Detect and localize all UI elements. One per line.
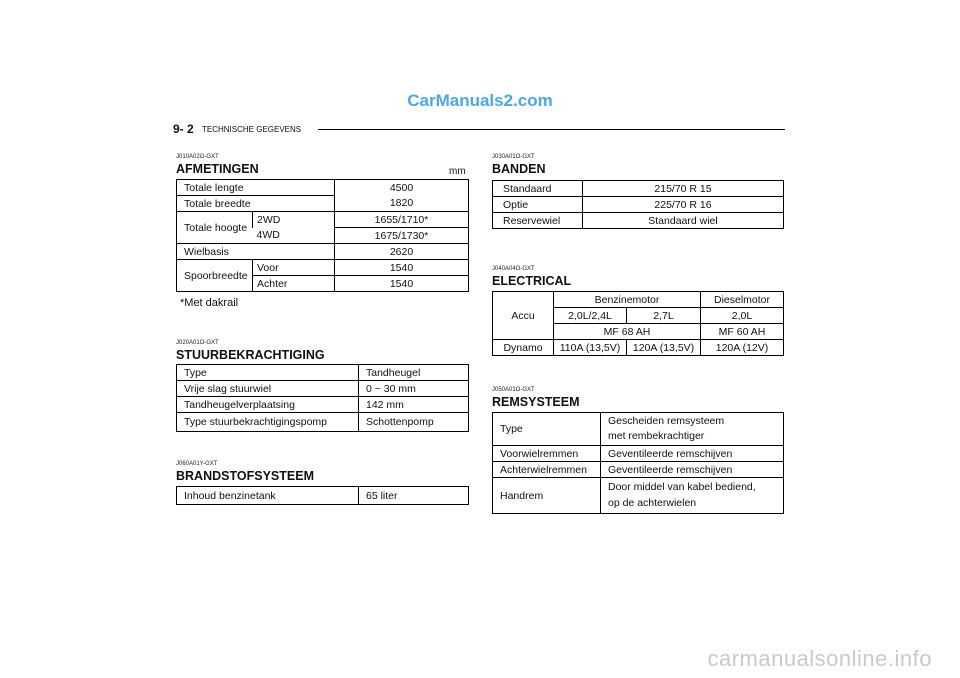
stuur-title: STUURBEKRACHTIGING [176, 348, 325, 362]
engine-a: 2,0L/2,4L [554, 308, 627, 324]
row-sublabel: Achter [253, 276, 335, 292]
dynamo-b: 120A (13,5V) [627, 340, 701, 356]
rem-title: REMSYSTEEM [492, 395, 580, 409]
row-value: 65 liter [366, 489, 398, 502]
table-row [177, 212, 469, 228]
hand-line-1: Door middel van kabel bediend, [608, 481, 756, 493]
stuur-code: J020A01O-GXT [176, 340, 219, 346]
page-number: 9- 2 [173, 122, 194, 136]
electrical-title: ELECTRICAL [492, 274, 572, 288]
row-value: Geventileerde remschijven [601, 446, 784, 462]
banden-table [492, 180, 784, 229]
engine-diesel: 2,0L [701, 308, 784, 324]
row-label: Totale lengte [177, 180, 335, 196]
row-value: 1820 [335, 196, 469, 212]
table-row [177, 365, 469, 381]
row-label: Standaard [493, 181, 583, 197]
row-label: Wielbasis [177, 244, 335, 260]
benzine-header: Benzinemotor [554, 292, 701, 308]
table-row [493, 413, 784, 446]
type-line-1: Gescheiden remsysteem [608, 415, 725, 427]
row-sublabel: Voor [253, 260, 335, 276]
table-row [493, 197, 784, 213]
table-row [493, 478, 784, 514]
dynamo-diesel: 120A (12V) [715, 341, 769, 354]
row-value: 2620 [335, 244, 469, 260]
row-label: Spoorbreedte [184, 269, 248, 282]
table-row [177, 180, 469, 196]
stuur-table [176, 364, 469, 432]
afmetingen-unit: mm [449, 166, 466, 177]
table-row [493, 292, 784, 308]
row-label: Inhoud benzinetank [177, 487, 359, 505]
row-value: 225/70 R 16 [583, 197, 784, 213]
hand-line-2: op de achterwielen [608, 497, 697, 509]
table-row [493, 213, 784, 229]
engine-b: 2,7L [627, 308, 701, 324]
accu-benzine: MF 68 AH [554, 324, 701, 340]
table-row [177, 397, 469, 413]
row-value: 215/70 R 15 [583, 181, 784, 197]
header-rule [318, 129, 785, 130]
row-label: Type stuurbekrachtigingspomp [177, 413, 359, 432]
table-row [177, 244, 469, 260]
table-row [177, 487, 469, 505]
rem-table [492, 412, 784, 514]
rem-code: J050A01O-GXT [492, 387, 535, 393]
table-row [177, 260, 469, 276]
row-value: 1655/1710* [335, 212, 469, 228]
table-row [177, 413, 469, 432]
dynamo-label: Dynamo [493, 340, 554, 356]
banden-title: BANDEN [492, 162, 546, 176]
afmetingen-code: J010A02O-GXT [176, 154, 219, 160]
row-label: Totale breedte [177, 196, 335, 212]
row-label: Tandheugelverplaatsing [177, 397, 359, 413]
brandstof-title: BRANDSTOFSYSTEEM [176, 469, 314, 483]
diesel-header: Dieselmotor [701, 292, 784, 308]
row-value: 0 ~ 30 mm [359, 381, 469, 397]
row-value: Geventileerde remschijven [601, 462, 784, 478]
afmetingen-note: *Met dakrail [180, 297, 239, 309]
table-row [493, 462, 784, 478]
row-value: 1540 [389, 277, 414, 290]
row-label: Handrem [493, 478, 601, 514]
row-label: Optie [493, 197, 583, 213]
row-sublabel: 2WD [253, 212, 335, 228]
table-row [493, 181, 784, 197]
row-label: Vrije slag stuurwiel [177, 381, 359, 397]
electrical-table [492, 291, 784, 356]
accu-label: Accu [493, 292, 554, 340]
row-value [601, 413, 784, 446]
table-row [493, 340, 784, 356]
type-line-2: met rembekrachtiger [608, 430, 705, 442]
row-value [601, 478, 784, 514]
row-value: 4500 [389, 181, 414, 194]
row-label: Type [493, 413, 601, 446]
table-row [177, 196, 469, 212]
row-label: Totale hoogte [177, 212, 253, 244]
row-label: Type [177, 365, 359, 381]
section-title: TECHNISCHE GEGEVENS [202, 125, 302, 134]
table-row [493, 446, 784, 462]
watermark-top: CarManuals2.com [407, 91, 553, 110]
afmetingen-table [176, 179, 469, 292]
banden-code: J030A01O-GXT [492, 154, 535, 160]
afmetingen-title: AFMETINGEN [176, 162, 259, 176]
row-value: Tandheugel [359, 365, 469, 381]
row-sublabel: 4WD [253, 228, 335, 244]
watermark-bottom: carmanualsonline.info [707, 646, 932, 671]
dynamo-a: 110A (13,5V) [554, 340, 627, 356]
row-label: Voorwielremmen [493, 446, 601, 462]
brandstof-code: J060A01Y-GXT [176, 461, 218, 467]
row-value: Standaard wiel [648, 214, 718, 227]
row-label: Achterwielremmen [493, 462, 601, 478]
row-value: 1540 [335, 260, 469, 276]
electrical-code: J040A04O-GXT [492, 266, 535, 272]
row-value: 1675/1730* [335, 228, 469, 244]
row-value: 142 mm [359, 397, 469, 413]
accu-diesel: MF 60 AH [701, 324, 784, 340]
table-row [177, 381, 469, 397]
row-label: Reservewiel [493, 213, 583, 229]
row-value: Schottenpomp [366, 416, 434, 428]
brandstof-table [176, 486, 469, 505]
